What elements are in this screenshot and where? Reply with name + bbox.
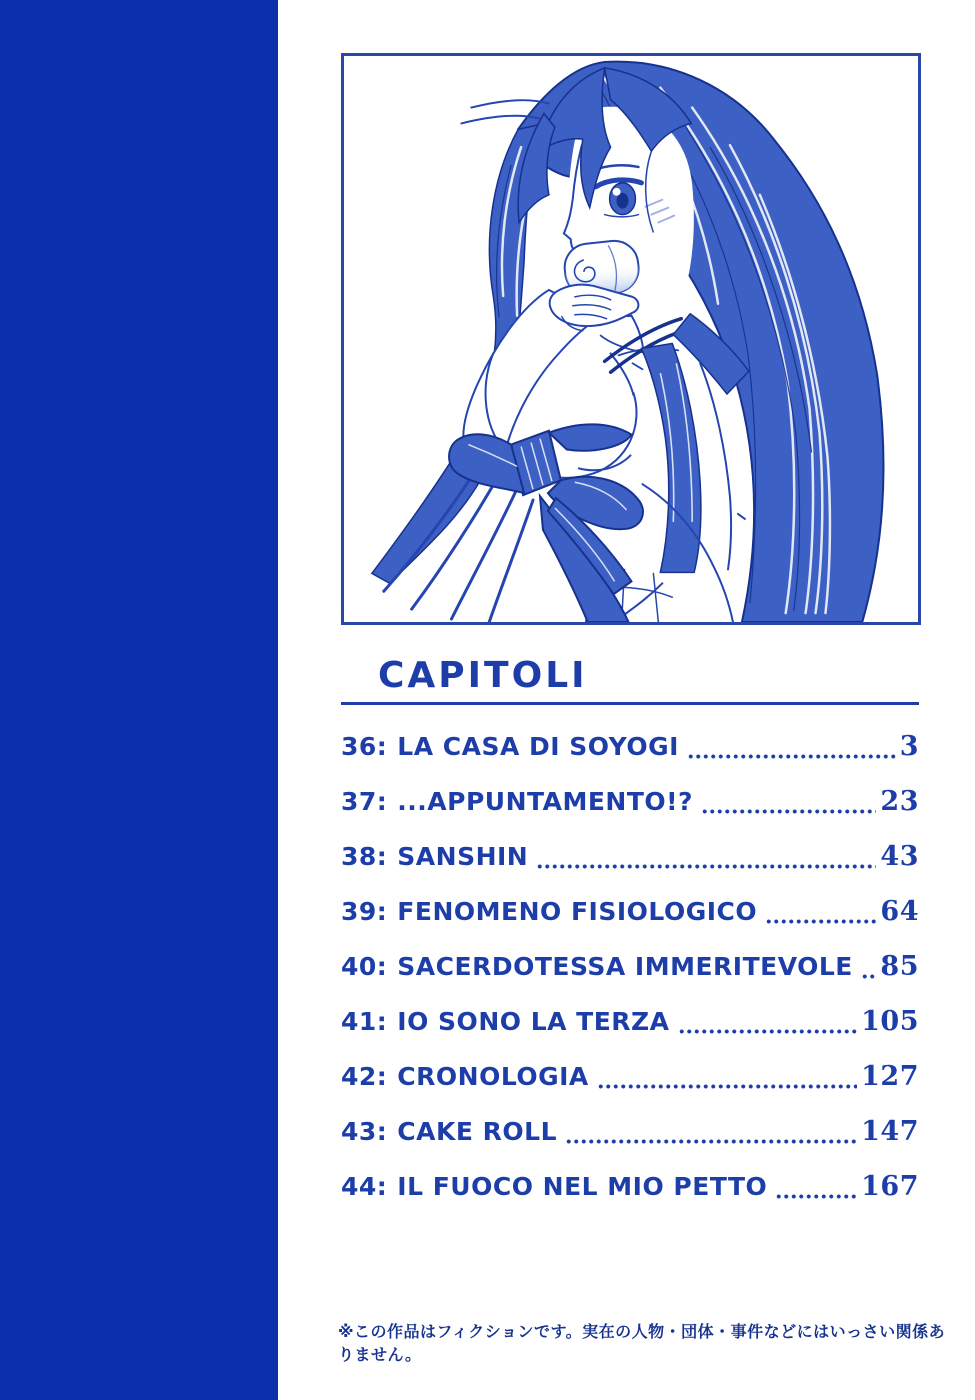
chapter-title: IL FUOCO NEL MIO PETTO	[397, 1172, 768, 1201]
toc-entry	[341, 1159, 919, 1214]
page-number: 43	[880, 841, 919, 872]
dot-leader	[536, 829, 876, 884]
dot-leader	[775, 1159, 857, 1214]
table-of-contents	[341, 655, 919, 1214]
chapter-title: LA CASA DI SOYOGI	[397, 732, 679, 761]
chapter-number: 43:	[341, 1117, 388, 1146]
toc-entry	[341, 774, 919, 829]
chapter-title: IO SONO LA TERZA	[397, 1007, 670, 1036]
dot-leader	[597, 1049, 857, 1104]
toc-heading: CAPITOLI	[378, 655, 588, 696]
page-number: 23	[880, 786, 919, 817]
toc-entry	[341, 994, 919, 1049]
chapter-number: 38:	[341, 842, 388, 871]
page-number: 105	[861, 1006, 919, 1037]
chapter-title: FENOMENO FISIOLOGICO	[397, 897, 758, 926]
chapter-title: CAKE ROLL	[397, 1117, 558, 1146]
dot-leader	[687, 719, 896, 774]
manga-girl-illustration	[344, 56, 918, 622]
chapter-number: 44:	[341, 1172, 388, 1201]
page-number: 147	[861, 1116, 919, 1147]
dot-leader	[565, 1104, 857, 1159]
illustration-frame	[341, 53, 921, 625]
fiction-disclaimer: ※この作品はフィクションです。実在の人物・団体・事件などにはいっさい関係ありません。	[338, 1322, 946, 1364]
dot-leader	[861, 939, 877, 994]
toc-entry	[341, 719, 919, 774]
chapter-number: 40:	[341, 952, 388, 981]
chapter-title: SANSHIN	[397, 842, 529, 871]
chapter-title: ...APPUNTAMENTO!?	[397, 787, 694, 816]
page-number: 64	[880, 896, 919, 927]
toc-entry	[341, 1049, 919, 1104]
sidebar-accent-bar	[0, 0, 278, 1400]
page-number: 167	[861, 1171, 919, 1202]
dot-leader	[678, 994, 858, 1049]
page-number: 85	[880, 951, 919, 982]
toc-entry	[341, 939, 919, 994]
page-number: 3	[899, 731, 919, 762]
toc-entry	[341, 829, 919, 884]
dot-leader	[701, 774, 876, 829]
page-number: 127	[861, 1061, 919, 1092]
chapter-number: 42:	[341, 1062, 388, 1091]
toc-list	[341, 719, 919, 1214]
toc-entry	[341, 1104, 919, 1159]
chapter-number: 39:	[341, 897, 388, 926]
toc-heading-underline	[341, 702, 919, 705]
toc-entry	[341, 884, 919, 939]
dot-leader	[765, 884, 876, 939]
chapter-number: 41:	[341, 1007, 388, 1036]
chapter-title: CRONOLOGIA	[397, 1062, 589, 1091]
chapter-number: 37:	[341, 787, 388, 816]
chapter-number: 36:	[341, 732, 388, 761]
chapter-title: SACERDOTESSA IMMERITEVOLE	[397, 952, 853, 981]
